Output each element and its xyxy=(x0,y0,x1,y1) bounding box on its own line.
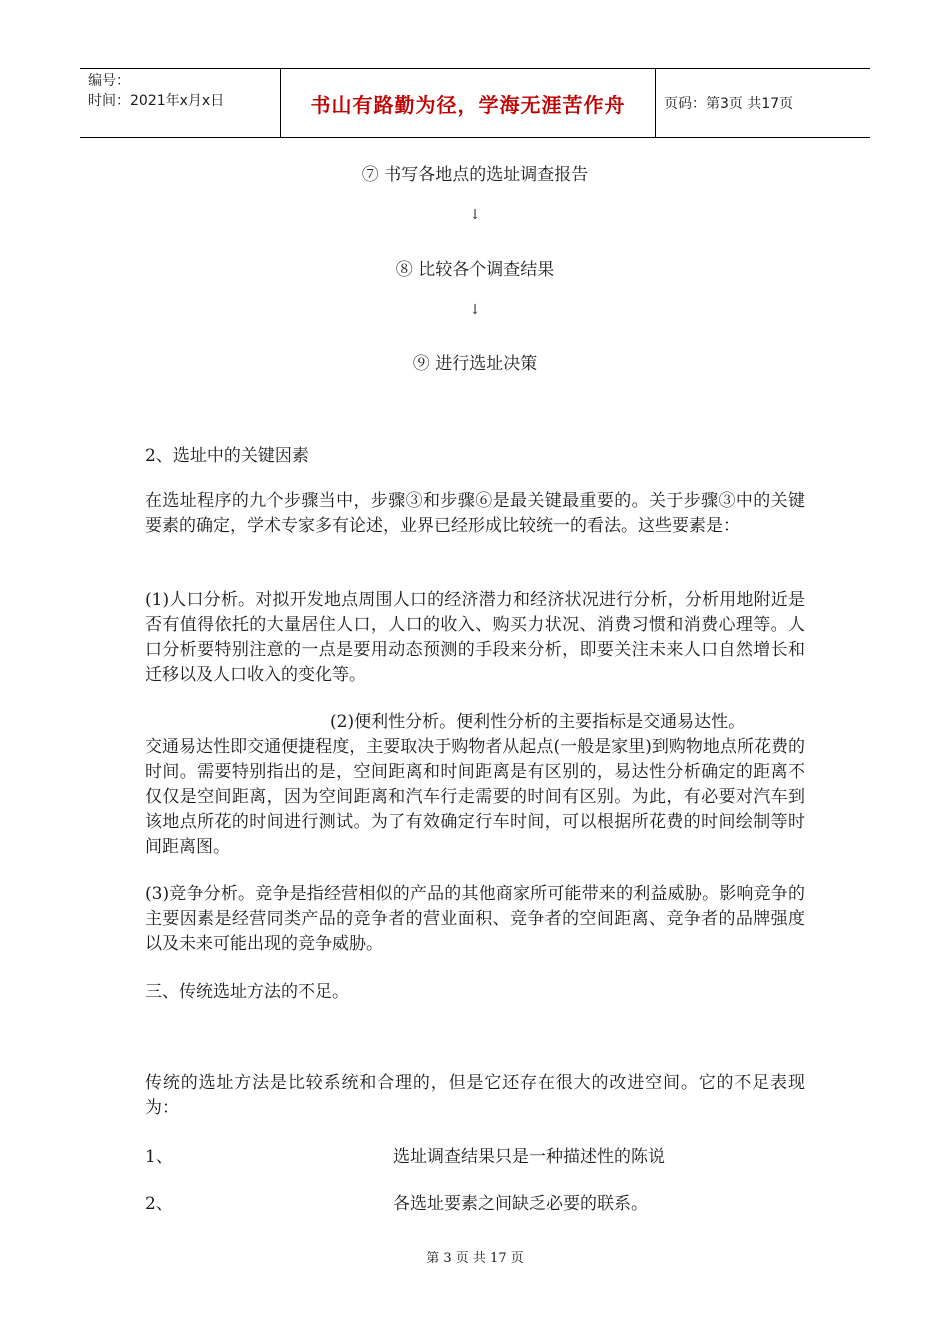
paragraph-convenience: 交通易达性即交通便捷程度，主要取决于购物者从起点(一般是家里)到购物地点所花费的时间。需要特别指出的是，空间距离和时间距离是有区别的，易达性分析确定的距离不仅仅是空间距离，因为空间距离和汽车行走需要的时间有区别。为此，有必要对汽车到该地点所花的时间进行测试。为了有效确定行车时间，可以根据所花费的时间绘制等时间距离图。 xyxy=(145,737,805,857)
paragraph-competition: (3)竞争分析。竞争是指经营相似的产品的其他商家所可能带来的利益威胁。影响竞争的主要因素是经营同类产品的竞争者的营业面积、竞争者的空间距离、竞争者的品牌强度以及未来可能出现的竞争威胁。 xyxy=(145,884,805,954)
list-item-number: 1、 xyxy=(145,1147,173,1167)
paragraph-intro: 在选址程序的九个步骤当中，步骤③和步骤⑥是最关键最重要的。关于步骤③中的关键要素的确定，学术专家多有论述，业界已经形成比较统一的看法。这些要素是： xyxy=(145,491,805,536)
heading-key-factors: 2、选址中的关键因素 xyxy=(145,446,309,466)
header-meta xyxy=(80,69,281,137)
page-header xyxy=(80,68,870,138)
flow-arrow-down-icon: ↓ xyxy=(469,207,481,223)
paragraph-convenience-lead: (2)便利性分析。便利性分析的主要指标是交通易达性。 xyxy=(330,712,746,732)
list-item-number: 2、 xyxy=(145,1194,173,1214)
paragraph-population: (1)人口分析。对拟开发地点周围人口的经济潜力和经济状况进行分析，分析用地附近是否有值得依托的大量居住人口，人口的收入、购买力状况、消费习惯和消费心理等。人口分析要特别注意的一点是要用动态预测的手段来分析，即要关注未来人口自然增长和迁移以及人口收入的变化等。 xyxy=(145,590,805,685)
header-motto: 书山有路勤为径，学海无涯苦作舟 xyxy=(281,69,656,137)
header-number-label: 编号： xyxy=(88,73,130,89)
flow-step-9: ⑨ 进行选址决策 xyxy=(412,354,538,374)
flow-arrow-down-icon: ↓ xyxy=(469,302,481,318)
list-item: 选址调查结果只是一种描述性的陈说 xyxy=(393,1147,665,1167)
header-date-label: 时间：2021年x月x日 xyxy=(88,93,225,109)
heading-shortcomings: 三、传统选址方法的不足。 xyxy=(145,982,349,1002)
flow-step-8: ⑧ 比较各个调查结果 xyxy=(395,260,555,280)
flow-step-7: ⑦ 书写各地点的选址调查报告 xyxy=(361,165,589,185)
header-page-label: 页码：第3页 共17页 xyxy=(664,96,794,112)
paragraph-shortcomings: 传统的选址方法是比较系统和合理的，但是它还存在很大的改进空间。它的不足表现为： xyxy=(145,1073,805,1118)
page-footer: 第 3 页 共 17 页 xyxy=(426,1251,524,1266)
list-item: 各选址要素之间缺乏必要的联系。 xyxy=(393,1194,648,1214)
